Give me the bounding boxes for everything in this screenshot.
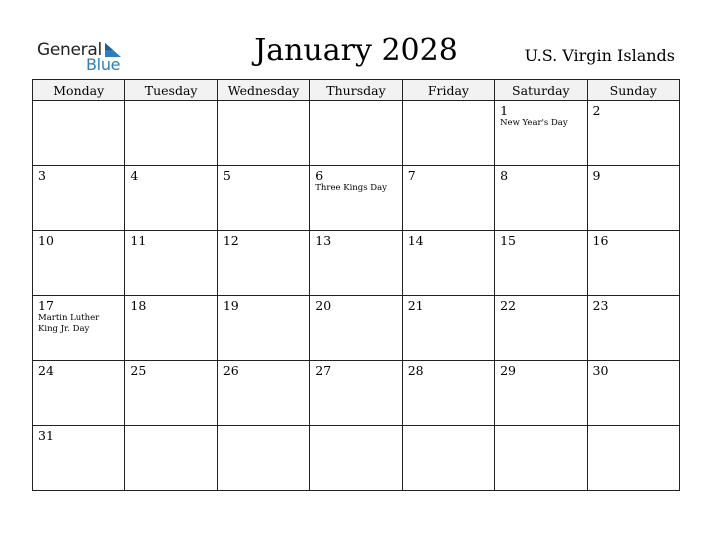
day-cell (587, 101, 679, 166)
day-cell (310, 361, 402, 426)
day-number: 4 (130, 168, 139, 183)
calendar-grid (32, 79, 680, 491)
day-cell (125, 296, 217, 361)
weekday-header: Tuesday (125, 80, 217, 101)
day-number: 16 (592, 233, 609, 248)
logo-word-blue: Blue (86, 55, 121, 74)
holiday-label: Martin Luther King Jr. Day (38, 313, 100, 334)
week-row (33, 426, 680, 491)
day-cell (125, 166, 217, 231)
weekday-header: Friday (402, 80, 494, 101)
weekday-header: Wednesday (217, 80, 309, 101)
week-row (33, 101, 680, 166)
day-cell (402, 426, 494, 491)
day-cell (402, 231, 494, 296)
week-row (33, 361, 680, 426)
day-cell (495, 101, 587, 166)
day-number: 17 (38, 298, 54, 313)
day-number: 3 (38, 168, 46, 183)
day-cell (495, 426, 587, 491)
day-cell (125, 426, 217, 491)
day-number (403, 101, 494, 104)
day-number: 6 (315, 168, 324, 183)
day-cell (587, 166, 679, 231)
day-number: 2 (592, 103, 601, 118)
day-cell (587, 231, 679, 296)
day-number: 22 (500, 298, 517, 313)
day-cell (587, 296, 679, 361)
day-number: 24 (38, 363, 54, 378)
day-number: 1 (500, 103, 509, 118)
day-number: 23 (592, 298, 609, 313)
day-cell (217, 166, 309, 231)
weekday-header-row (33, 80, 680, 101)
day-cell (310, 101, 402, 166)
day-cell (33, 296, 125, 361)
day-number (588, 426, 679, 429)
day-cell (495, 166, 587, 231)
day-cell (402, 361, 494, 426)
day-cell (310, 426, 402, 491)
day-number: 8 (500, 168, 509, 183)
day-number (218, 101, 309, 104)
day-cell (125, 231, 217, 296)
day-number: 21 (407, 298, 424, 313)
day-number: 10 (38, 233, 54, 248)
day-cell (587, 426, 679, 491)
day-cell (125, 361, 217, 426)
day-number (125, 101, 216, 104)
day-cell (402, 166, 494, 231)
weekday-header: Saturday (495, 80, 587, 101)
day-number: 15 (500, 233, 517, 248)
day-cell (495, 296, 587, 361)
region-name: U.S. Virgin Islands (524, 46, 675, 65)
day-number: 29 (500, 363, 517, 378)
week-row (33, 166, 680, 231)
weekday-header: Sunday (587, 80, 679, 101)
day-number: 20 (315, 298, 332, 313)
day-number (403, 426, 494, 429)
calendar-title: January 2028 (254, 33, 458, 68)
day-cell (33, 166, 125, 231)
holiday-label: Three Kings Day (315, 183, 387, 193)
week-row (33, 296, 680, 361)
weekday-header: Thursday (310, 80, 402, 101)
day-number: 25 (130, 363, 147, 378)
day-number: 12 (222, 233, 239, 248)
day-cell (33, 101, 125, 166)
day-cell (402, 101, 494, 166)
day-number (310, 101, 401, 104)
day-number (310, 426, 401, 429)
day-cell (217, 296, 309, 361)
day-cell (310, 296, 402, 361)
day-cell (310, 166, 402, 231)
day-number: 26 (222, 363, 239, 378)
day-cell (587, 361, 679, 426)
holiday-label: New Year's Day (500, 118, 568, 128)
day-number (495, 426, 586, 429)
day-cell (402, 296, 494, 361)
day-number: 28 (407, 363, 424, 378)
day-number: 31 (38, 428, 54, 443)
day-cell (310, 231, 402, 296)
weekday-header: Monday (33, 80, 125, 101)
day-number: 30 (592, 363, 609, 378)
day-number: 14 (407, 233, 424, 248)
day-cell (217, 231, 309, 296)
day-number (125, 426, 216, 429)
day-cell (33, 231, 125, 296)
calendar-body (33, 101, 680, 491)
logo-word-general: General (37, 40, 102, 60)
week-row (33, 231, 680, 296)
day-cell (33, 426, 125, 491)
day-number (33, 101, 124, 104)
day-cell (495, 361, 587, 426)
day-number: 11 (130, 233, 147, 248)
day-number: 13 (315, 233, 332, 248)
day-number: 27 (315, 363, 332, 378)
day-number: 5 (222, 168, 231, 183)
day-cell (125, 101, 217, 166)
day-number: 19 (222, 298, 239, 313)
day-number (218, 426, 309, 429)
day-number: 18 (130, 298, 147, 313)
day-number: 7 (407, 168, 416, 183)
day-cell (33, 361, 125, 426)
day-cell (495, 231, 587, 296)
day-cell (217, 361, 309, 426)
day-cell (217, 426, 309, 491)
day-number: 9 (592, 168, 601, 183)
day-cell (217, 101, 309, 166)
